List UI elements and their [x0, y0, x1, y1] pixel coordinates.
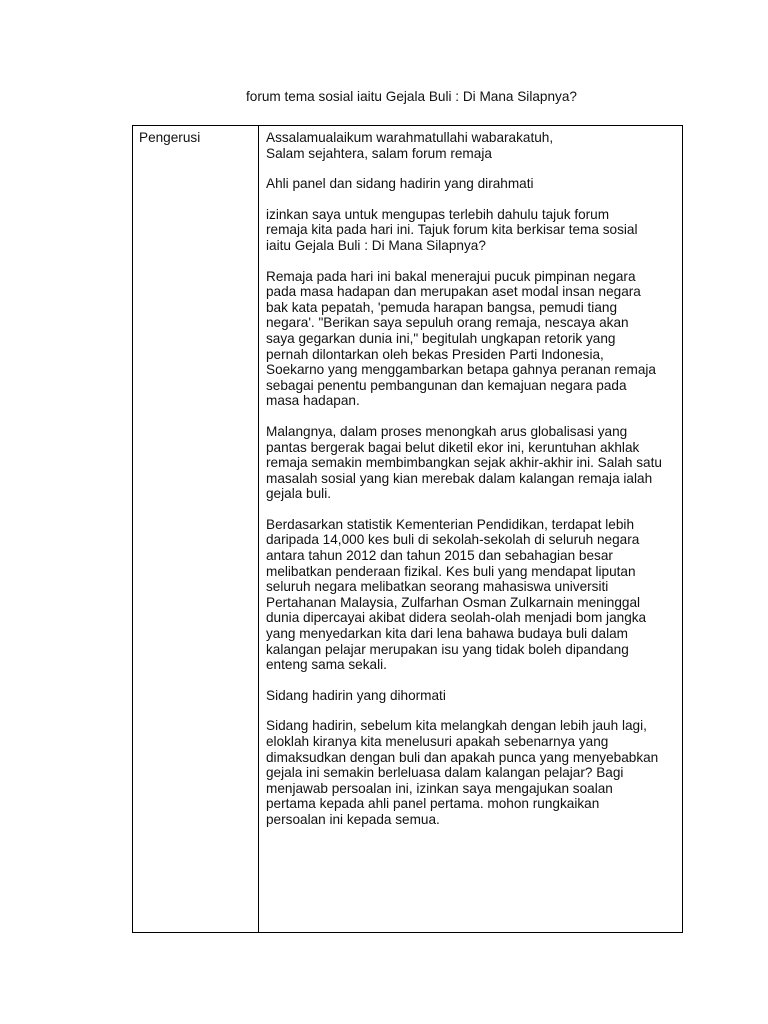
speech-paragraph: Assalamualaikum warahmatullahi wabarakatuh, Salam sejahtera, salam forum remaja	[266, 130, 554, 161]
speech-paragraph: Sidang hadirin, sebelum kita melangkah dengan lebih jauh lagi, eloklah kiranya kita menelusuri apakah sebenarnya yang dimaksudkan dengan buli dan apakah punca yang menyebabkan gejala ini semakin berleluasa dalam kalangan pelajar? Bagi menjawab persoalan ini, izinkan saya mengajukan soalan pertama kepada ahli panel pertama. mohon rungkaikan persoalan ini kepada semua.	[266, 718, 659, 827]
speech-paragraph: Ahli panel dan sidang hadirin yang dirahmati	[266, 176, 534, 192]
speaker-label: Pengerusi	[139, 130, 201, 145]
document-title: forum tema sosial iaitu Gejala Buli : Di Mana Silapnya?	[246, 89, 577, 104]
speech-paragraph: Sidang hadirin yang dihormati	[266, 687, 446, 703]
speech-paragraph: Malangnya, dalam proses menongkah arus globalisasi yang pantas bergerak bagai belut diketil ekor ini, keruntuhan akhlak remaja semakin membimbangkan sejak akhir-akhir ini. Salah satu masalah sosial yang kian merebak dalam kalangan remaja ialah gejala buli.	[266, 423, 662, 502]
speech-paragraph: Remaja pada hari ini bakal menerajui pucuk pimpinan negara pada masa hadapan dan merupakan aset modal insan negara bak kata pepatah, 'pemuda harapan bangsa, pemudi tiang negara'. "Berikan saya sepuluh orang remaja, nescaya akan saya gegarkan dunia ini," begitulah ungkapan retorik yang pernah dilontarkan oleh bekas Presiden Parti Indonesia, Soekarno yang menggambarkan betapa gahnya peranan remaja sebagai penentu pembangunan dan kemajuan negara pada masa hadapan.	[266, 268, 656, 409]
forum-script-table	[132, 125, 683, 933]
speech-paragraph: izinkan saya untuk mengupas terlebih dahulu tajuk forum remaja kita pada hari ini. Tajuk forum kita berkisar tema sosial iaitu Gejala Buli : Di Mana Silapnya?	[266, 206, 638, 253]
speech-cell	[259, 126, 682, 932]
speaker-cell	[133, 126, 259, 932]
speech-paragraph: Berdasarkan statistik Kementerian Pendidikan, terdapat lebih daripada 14,000 kes buli di sekolah-sekolah di seluruh negara antara tahun 2012 dan tahun 2015 dan sebahagian besar melibatkan penderaan fizikal. Kes buli yang mendapat liputan seluruh negara melibatkan seorang mahasiswa universiti Pertahanan Malaysia, Zulfarhan Osman Zulkarnain meninggal dunia dipercayai akibat didera seolah-olah menjadi bom jangka yang menyedarkan kita dari lena bahawa budaya buli dalam kalangan pelajar merupakan isu yang tidak boleh dipandang enteng sama sekali.	[266, 516, 647, 673]
